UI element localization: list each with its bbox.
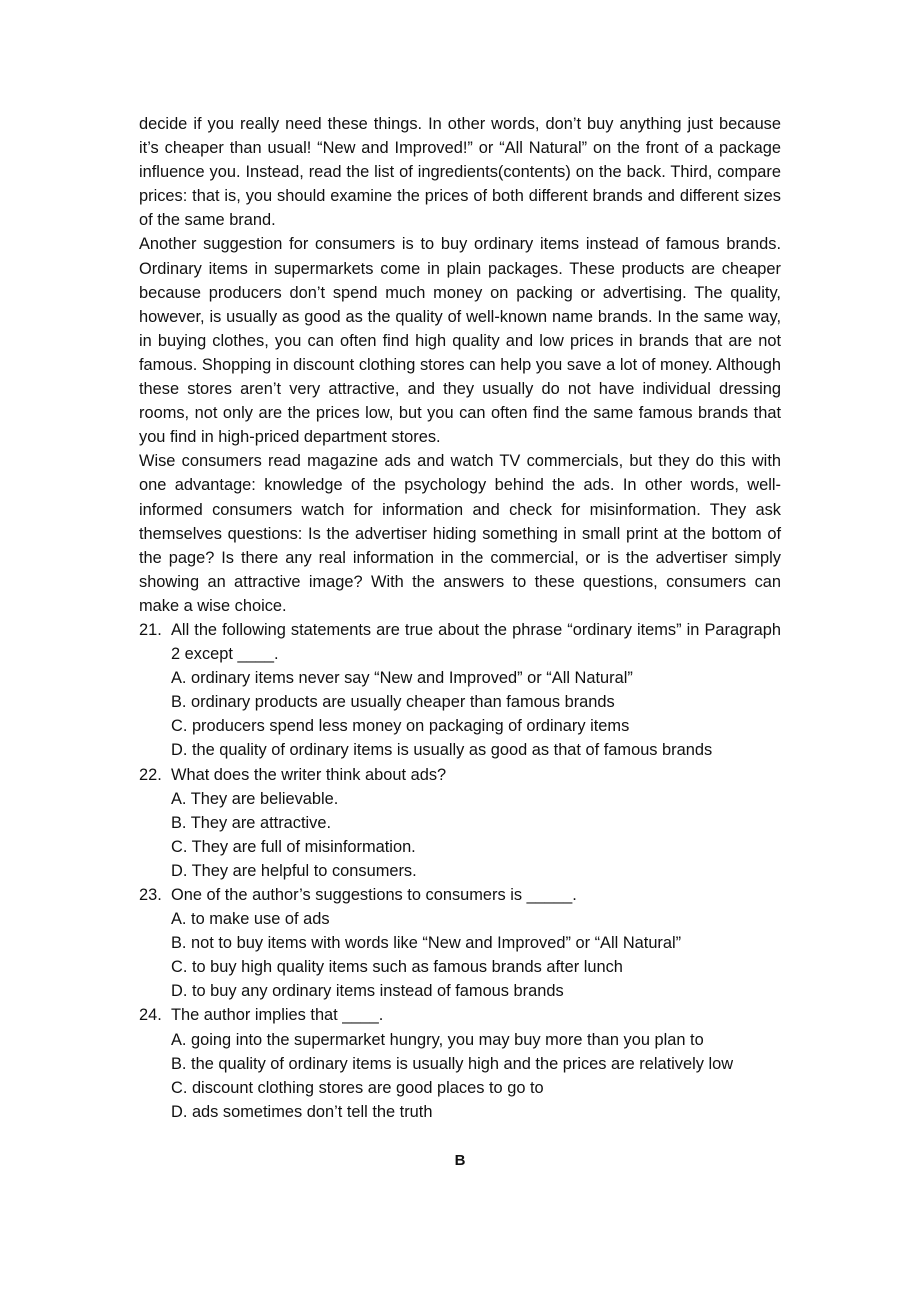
passage-paragraph: decide if you really need these things. In other words, don’t buy anything just because it’s cheaper than usual! “New and Improved!” or “All Natural” on the front of a package influence you. Instead, read the list of ingredients(contents) on the back. Third, compare prices: that is, you should examine the prices of both different brands and different sizes of the same brand.	[139, 115, 781, 230]
passage-paragraph: Another suggestion for consumers is to buy ordinary items instead of famous brands. Ordinary items in supermarkets come in plain packages. These products are cheaper because producers don’t spend much money on packing or advertising. The quality, however, is usually as good as the quality of well-known name brands. In the same way, in buying clothes, you can often find high quality and low prices in brands that are not famous. Shopping in discount clothing stores can help you save a lot of money. Although these stores aren’t very attractive, and they usually do not have individual dressing rooms, not only are the prices low, but you can often find the same famous brands that you find in high-priced department stores.	[139, 235, 781, 447]
answer-options	[139, 1028, 781, 1124]
passage-paragraph: Wise consumers read magazine ads and watch TV commercials, but they do this with one advantage: knowledge of the psychology behind the ads. In other words, well-informed consumers watch for information and check for misinformation. They ask themselves questions: Is the advertiser hiding something in small print at the bottom of the page? Is there any real information in the commercial, or is the advertiser simply showing an attractive image? With the answers to these questions, consumers can make a wise choice.	[139, 452, 781, 615]
question-23	[139, 883, 781, 1003]
question-stem	[139, 883, 781, 907]
question-number: 23.	[139, 886, 162, 904]
answer-option-c: C. producers spend less money on packaging of ordinary items	[171, 717, 630, 736]
answer-options	[139, 907, 781, 1003]
answer-options	[139, 787, 781, 883]
question-stem	[139, 1003, 781, 1027]
section-heading: B	[454, 1152, 466, 1169]
answer-option-a: A. going into the supermarket hungry, you may buy more than you plan to	[171, 1030, 704, 1049]
answer-option-c: C. to buy high quality items such as famous brands after lunch	[171, 958, 623, 977]
answer-option-b: B. the quality of ordinary items is usually high and the prices are relatively low	[171, 1054, 734, 1073]
question-text: What does the writer think about ads?	[171, 765, 447, 784]
answer-option-d: D. ads sometimes don’t tell the truth	[171, 1102, 433, 1121]
answer-option-b: B. They are attractive.	[171, 813, 332, 832]
answer-options	[139, 666, 781, 762]
answer-option-a: A. to make use of ads	[171, 910, 330, 929]
answer-option-a: A. ordinary items never say “New and Improved” or “All Natural”	[171, 669, 633, 688]
answer-option-d: D. They are helpful to consumers.	[171, 861, 417, 880]
question-text: One of the author’s suggestions to consumers is _____.	[171, 886, 577, 904]
question-text: The author implies that ____.	[171, 1006, 384, 1025]
answer-option-c: C. discount clothing stores are good places to go to	[171, 1078, 544, 1097]
document-page	[139, 112, 781, 1124]
question-stem	[139, 763, 781, 787]
question-stem	[139, 618, 781, 666]
question-text: All the following statements are true about the phrase “ordinary items” in Paragraph 2 except ____.	[171, 620, 781, 664]
answer-option-b: B. ordinary products are usually cheaper than famous brands	[171, 693, 615, 712]
question-number: 21.	[139, 620, 162, 639]
question-24	[139, 1003, 781, 1123]
answer-option-c: C. They are full of misinformation.	[171, 837, 416, 856]
question-21	[139, 618, 781, 763]
answer-option-b: B. not to buy items with words like “New and Improved” or “All Natural”	[171, 934, 682, 953]
answer-option-d: D. to buy any ordinary items instead of famous brands	[171, 982, 564, 1001]
answer-option-d: D. the quality of ordinary items is usually as good as that of famous brands	[171, 741, 713, 760]
question-number: 22.	[139, 765, 162, 784]
answer-option-a: A. They are believable.	[171, 789, 339, 808]
question-number: 24.	[139, 1006, 162, 1025]
question-22	[139, 763, 781, 883]
